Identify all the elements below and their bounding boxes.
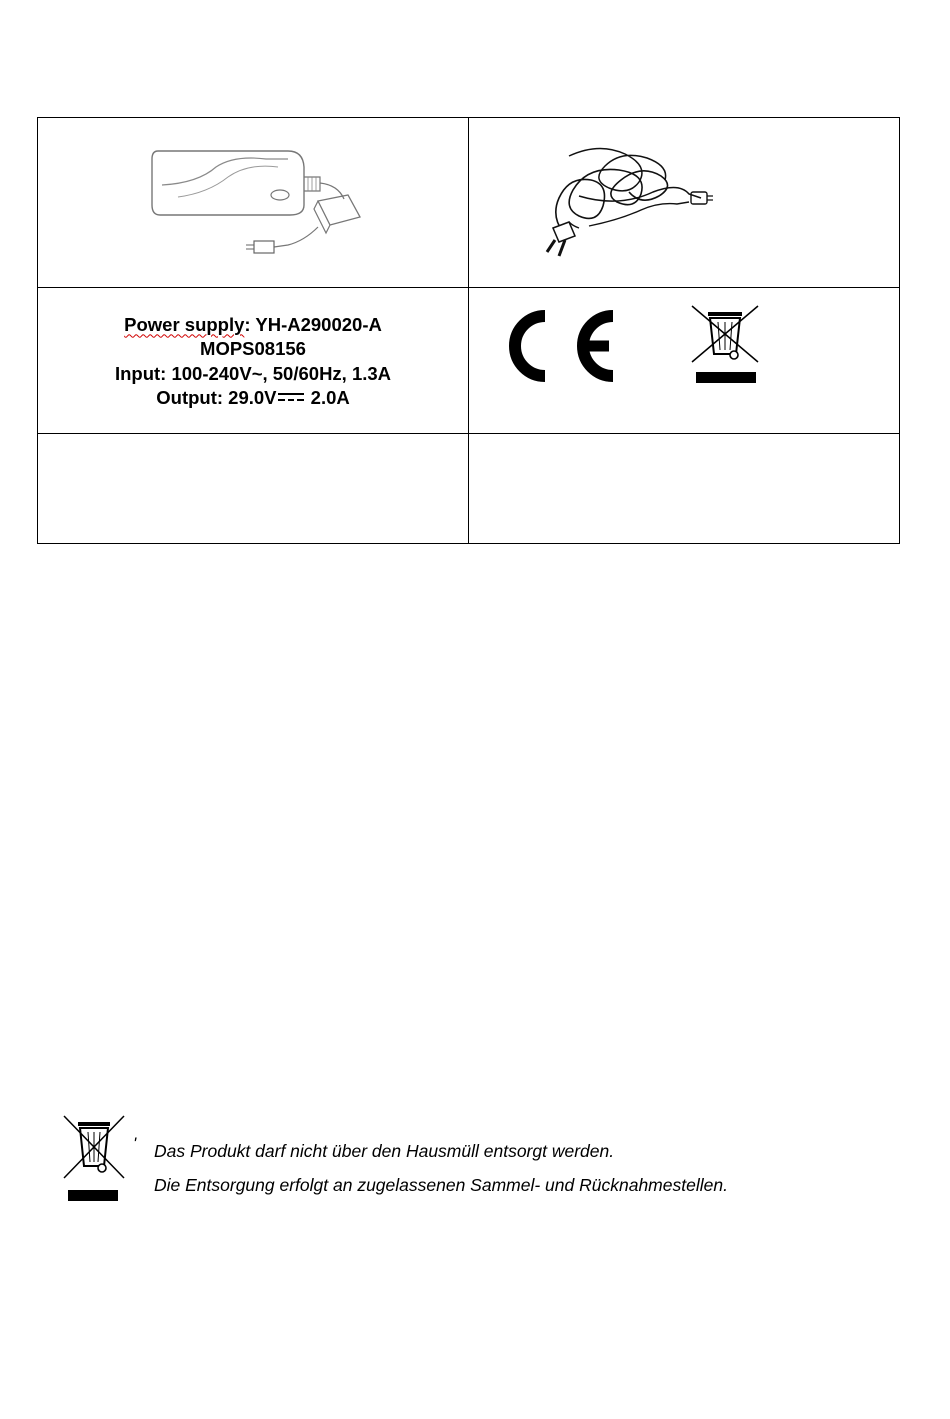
dc-current-icon [278, 392, 304, 402]
cell-cable-image [469, 118, 900, 288]
disposal-note-line-2: Die Entsorgung erfolgt an zugelassenen Sammel- und Rücknahmestellen. [154, 1175, 728, 1195]
cell-specs [38, 288, 469, 434]
power-supply-label: Power supply [124, 313, 245, 335]
table-row-images [38, 118, 900, 288]
output-rating-line [38, 386, 468, 411]
crossed-out-wheelie-bin-icon [686, 300, 766, 388]
disposal-note-text [154, 1134, 728, 1202]
disposal-note-line-1: Das Produkt darf nicht über den Hausmüll entsorgt werden. [154, 1141, 615, 1161]
spec-table [37, 117, 900, 544]
table-row-empty [38, 434, 900, 544]
cell-marks [469, 288, 900, 434]
cell-adapter-image [38, 118, 469, 288]
power-adapter-illustration [138, 137, 368, 267]
ce-mark-icon [501, 310, 621, 382]
cell-empty-right [469, 434, 900, 544]
output-rating-suffix: 2.0A [305, 387, 350, 408]
model-number: MOPS08156 [200, 338, 306, 359]
spec-text-block [38, 311, 468, 411]
disposal-note [60, 1112, 860, 1212]
input-rating: Input: 100-240V~, 50/60Hz, 1.3A [114, 362, 392, 384]
note-tick-mark: ' [133, 1134, 137, 1153]
cell-empty-left [38, 434, 469, 544]
power-supply-line [38, 313, 468, 338]
output-rating-prefix: Output: 29.0V [156, 387, 277, 408]
power-supply-value: : YH-A290020-A [244, 313, 382, 335]
table-row-specs [38, 288, 900, 434]
power-cord-illustration [529, 136, 719, 266]
crossed-out-wheelie-bin-icon [60, 1112, 130, 1207]
